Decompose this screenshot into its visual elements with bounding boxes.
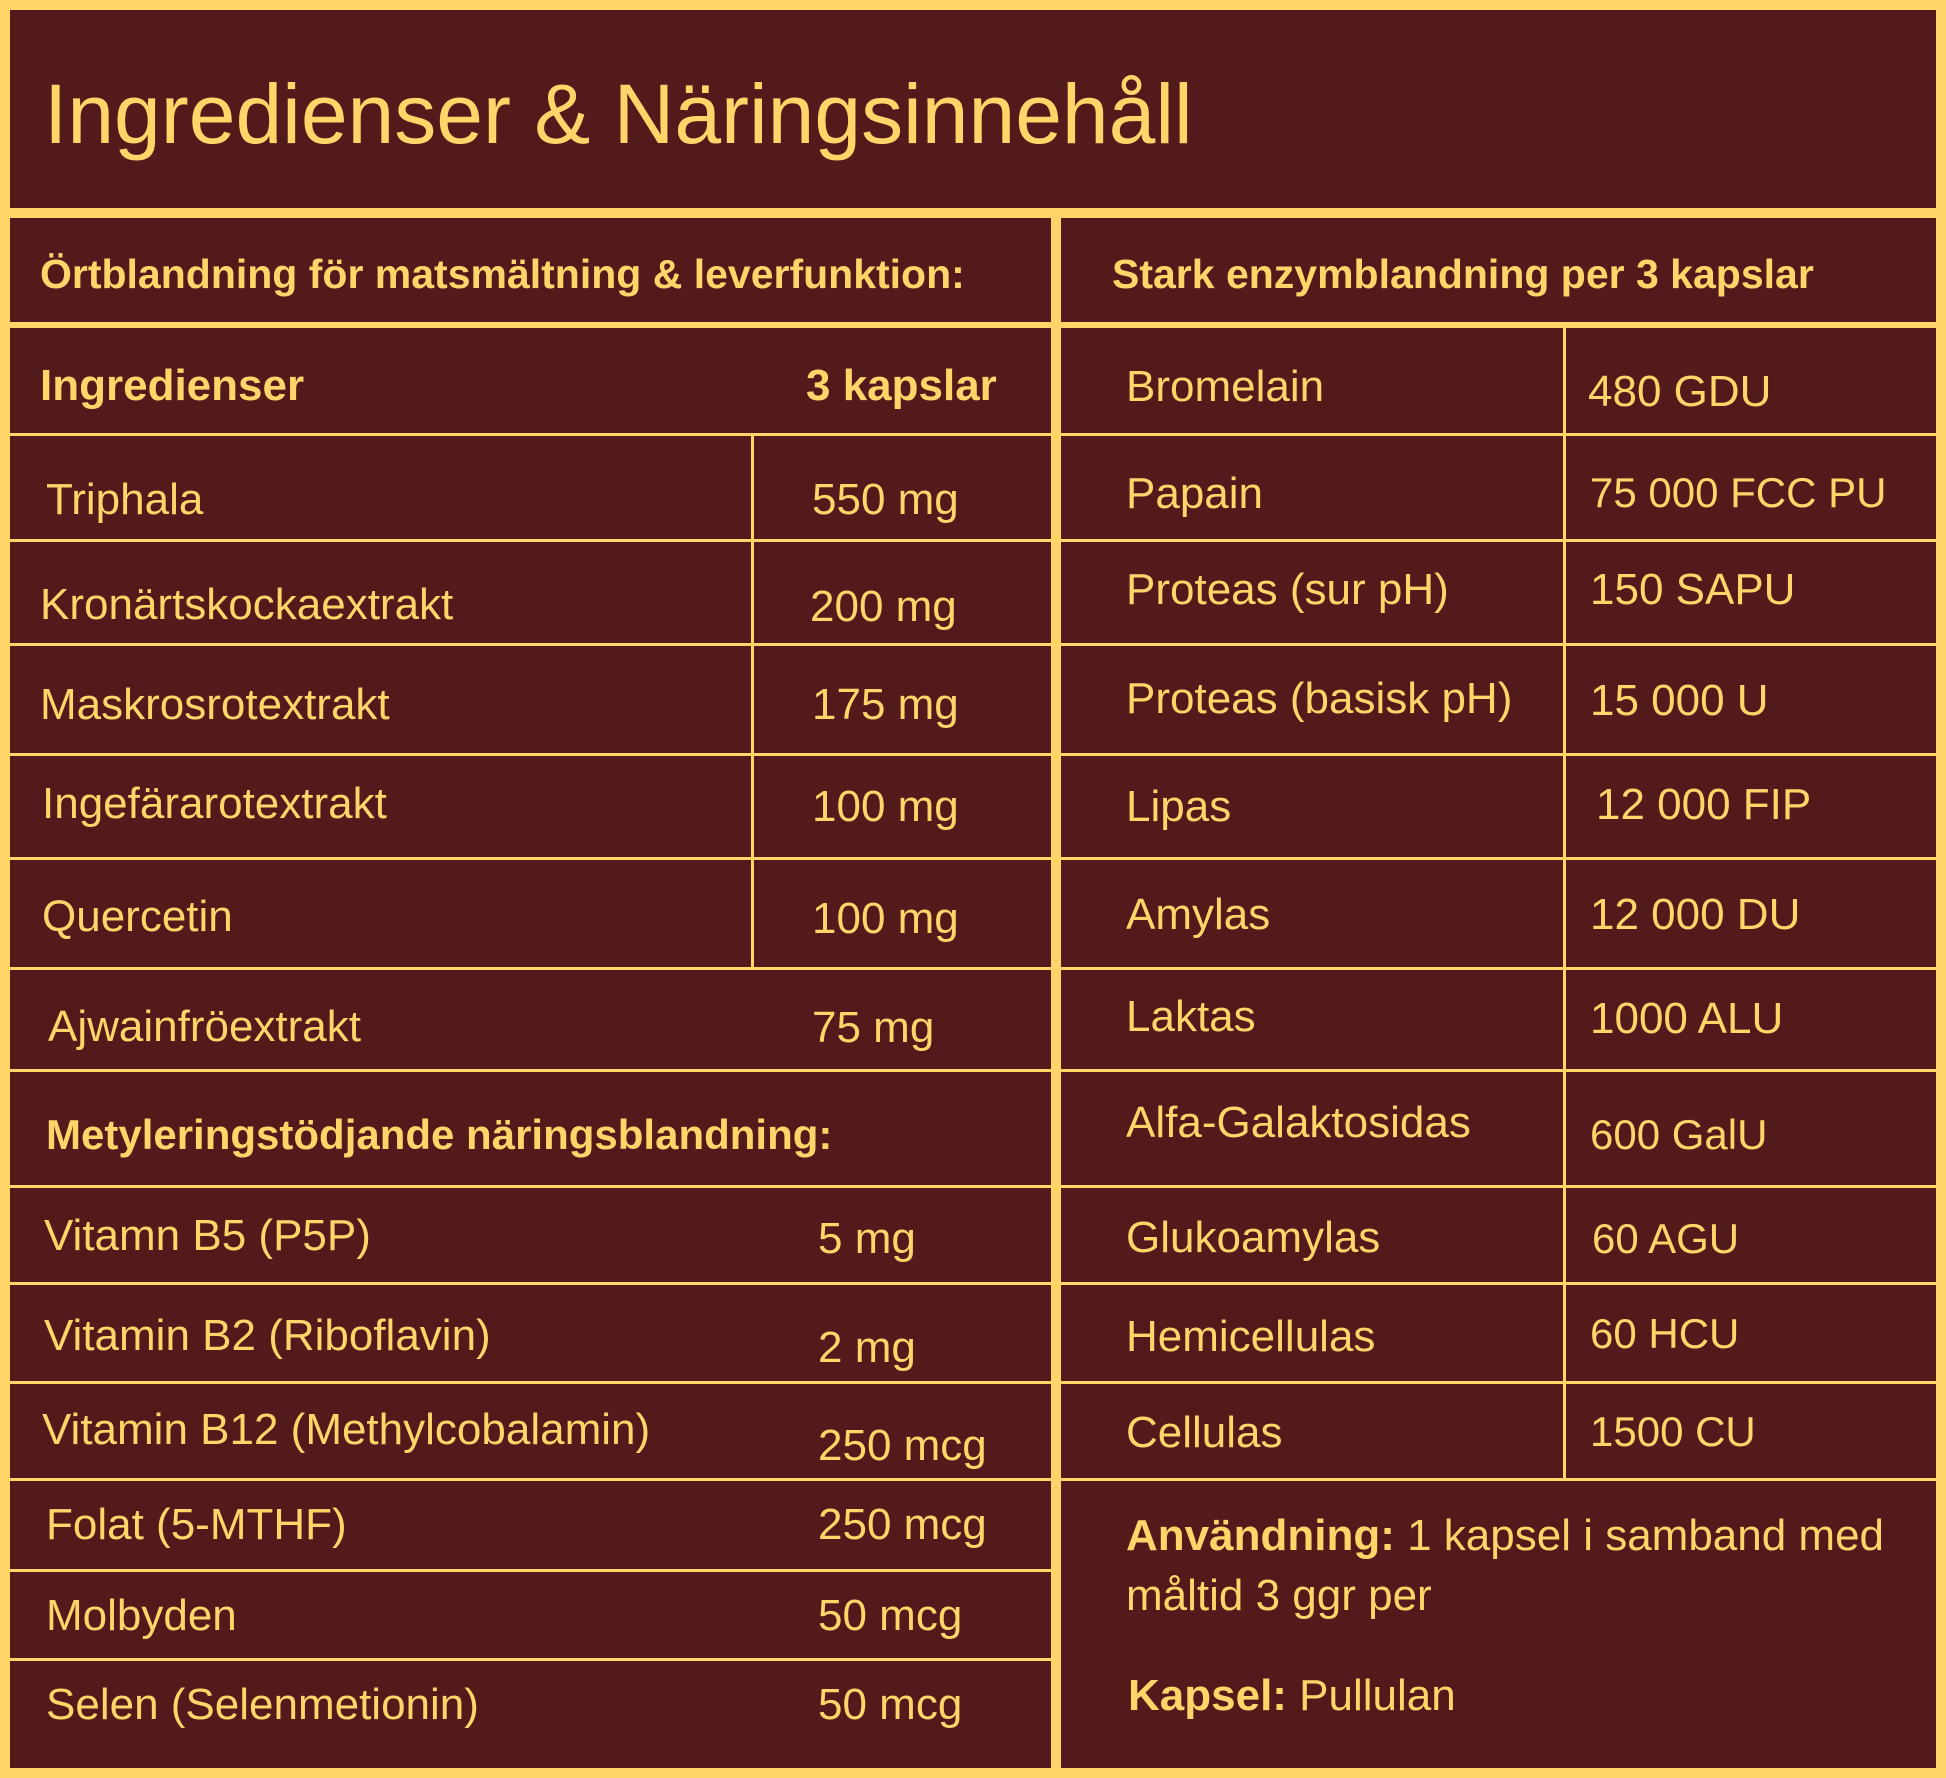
border-right (1936, 0, 1946, 1778)
border-left (0, 0, 10, 1778)
herbal-name: Ingefärarotextrakt (42, 779, 387, 828)
page-title: Ingredienser & Näringsinnehåll (44, 67, 1193, 161)
right-hline (1056, 753, 1946, 756)
enzyme-blend-heading: Stark enzymblandning per 3 kapslar (1112, 251, 1814, 297)
methylation-amount: 250 mcg (818, 1500, 987, 1549)
enzyme-amount: 600 GalU (1590, 1111, 1768, 1158)
methylation-name: Molbyden (46, 1591, 237, 1640)
methylation-amount: 50 mcg (818, 1591, 963, 1640)
left-hline (0, 857, 1056, 860)
methylation-name: Vitamn B5 (P5P) (44, 1211, 371, 1260)
usage-label: Användning: (1126, 1511, 1395, 1560)
herbal-amount: 100 mg (812, 782, 959, 831)
enzyme-name: Proteas (sur pH) (1126, 565, 1449, 614)
methylation-amount: 50 mcg (818, 1680, 963, 1729)
left-hline (0, 1569, 1056, 1572)
capsule-label: Kapsel: (1128, 1671, 1287, 1720)
title-divider (0, 208, 1946, 218)
enzyme-name: Alfa-Galaktosidas (1126, 1098, 1471, 1147)
herbal-amount: 175 mg (812, 680, 959, 729)
enzyme-name: Glukoamylas (1126, 1213, 1381, 1262)
enzyme-name: Proteas (basisk pH) (1126, 674, 1513, 723)
enzyme-name: Hemicellulas (1126, 1312, 1376, 1361)
left-hline (0, 967, 1056, 970)
left-hline (0, 1381, 1056, 1384)
left-hline (0, 643, 1056, 646)
right-hline (1056, 1381, 1946, 1384)
left-hline (0, 1282, 1056, 1285)
enzyme-name: Cellulas (1126, 1408, 1283, 1457)
capsule-info (1128, 1666, 1908, 1726)
enzyme-name: Bromelain (1126, 362, 1325, 411)
enzyme-amount: 480 GDU (1588, 367, 1772, 416)
border-top (0, 0, 1946, 10)
right-hline (1056, 1185, 1946, 1188)
methylation-amount: 5 mg (818, 1214, 916, 1263)
herbal-name: Quercetin (42, 892, 233, 941)
right-hline (1056, 1069, 1946, 1072)
left-hline (0, 753, 1056, 756)
enzyme-amount: 15 000 U (1590, 676, 1769, 725)
enzyme-amount: 60 HCU (1590, 1310, 1740, 1357)
herbal-blend-heading: Örtblandning för matsmältning & leverfunktion: (40, 251, 965, 297)
methylation-name: Selen (Selenmetionin) (46, 1680, 479, 1729)
ingredients-column-header: Ingredienser (40, 361, 305, 410)
enzyme-name: Amylas (1126, 890, 1271, 939)
herbal-name: Kronärtskockaextrakt (40, 580, 454, 629)
amount-column-header: 3 kapslar (806, 361, 997, 410)
herbal-amount: 100 mg (812, 894, 959, 943)
enzyme-amount: 1500 CU (1590, 1408, 1756, 1455)
enzyme-amount: 150 SAPU (1590, 565, 1796, 614)
herbal-name: Ajwainfröextrakt (48, 1002, 362, 1051)
methylation-amount: 2 mg (818, 1323, 916, 1372)
methylation-blend-heading: Metyleringstödjande näringsblandning: (46, 1111, 833, 1158)
enzyme-amount: 60 AGU (1592, 1215, 1740, 1262)
right-hline (1056, 539, 1946, 542)
left-hline (0, 539, 1056, 542)
left-hline (0, 433, 1056, 436)
enzyme-amount: 1000 ALU (1590, 994, 1784, 1043)
right-inner-vline (1563, 325, 1566, 1481)
usage-text: 1 kapsel i samband med måltid 3 ggr per (1126, 1511, 1885, 1620)
herbal-name: Maskrosrotextrakt (40, 680, 390, 729)
enzyme-name: Laktas (1126, 992, 1256, 1041)
right-hline (1056, 967, 1946, 970)
left-hline (0, 322, 1056, 328)
enzyme-name: Lipas (1126, 782, 1232, 831)
left-inner-vline (751, 433, 754, 970)
herbal-amount: 550 mg (812, 475, 959, 524)
herbal-amount: 200 mg (810, 582, 957, 631)
methylation-name: Folat (5-MTHF) (46, 1500, 347, 1549)
left-hline (0, 1658, 1056, 1661)
enzyme-amount: 75 000 FCC PU (1590, 469, 1887, 516)
left-hline (0, 1069, 1056, 1072)
left-hline (0, 1478, 1056, 1481)
left-hline (0, 1185, 1056, 1188)
right-hline (1056, 643, 1946, 646)
column-divider (1051, 208, 1061, 1778)
herbal-amount: 75 mg (812, 1003, 935, 1052)
right-hline (1056, 322, 1946, 328)
methylation-name: Vitamin B12 (Methylcobalamin) (42, 1405, 651, 1454)
right-hline (1056, 433, 1946, 436)
right-hline (1056, 1478, 1946, 1481)
herbal-name: Triphala (46, 475, 204, 524)
enzyme-amount: 12 000 FIP (1596, 780, 1812, 829)
right-hline (1056, 1282, 1946, 1285)
border-bottom (0, 1768, 1946, 1778)
right-hline (1056, 857, 1946, 860)
methylation-amount: 250 mcg (818, 1421, 987, 1470)
capsule-text: Pullulan (1286, 1671, 1456, 1720)
enzyme-amount: 12 000 DU (1590, 890, 1801, 939)
methylation-name: Vitamin B2 (Riboflavin) (44, 1311, 491, 1360)
enzyme-name: Papain (1126, 469, 1264, 518)
usage-instructions (1126, 1506, 1906, 1626)
